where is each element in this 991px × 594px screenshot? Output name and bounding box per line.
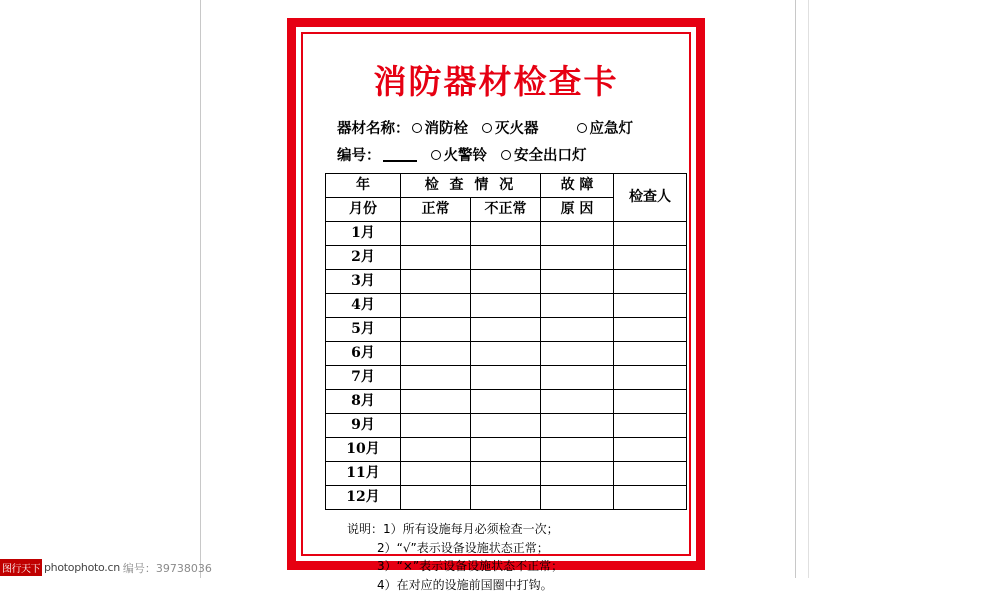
cell-inspector[interactable] (614, 222, 687, 246)
note-line-3: 3）“×”表示设备设施状态不正常； (377, 559, 564, 574)
fire-equipment-inspection-card (287, 18, 705, 592)
field-equipment-name (337, 117, 667, 138)
field-equipment-name-label: 器材名称： (337, 121, 410, 137)
option-fire-hydrant-label: 消防栓 (424, 121, 468, 137)
note-line-2: 2）“√”表示设备设施状态正常； (377, 540, 549, 555)
cell-normal[interactable] (401, 462, 471, 486)
table-row (326, 462, 687, 486)
cell-reason[interactable] (541, 270, 614, 294)
cell-reason[interactable] (541, 486, 614, 510)
cell-inspector[interactable] (614, 438, 687, 462)
cell-normal[interactable] (401, 246, 471, 270)
cell-inspector[interactable] (614, 270, 687, 294)
cell-normal[interactable] (401, 270, 471, 294)
header-month: 月份 (326, 198, 401, 222)
cell-reason[interactable] (541, 246, 614, 270)
table-row (326, 222, 687, 246)
cell-abnormal[interactable] (471, 366, 541, 390)
header-abnormal: 不正常 (471, 198, 541, 222)
cell-abnormal[interactable] (471, 462, 541, 486)
cell-inspector[interactable] (614, 462, 687, 486)
cell-month: 7月 (326, 366, 401, 390)
cell-reason[interactable] (541, 414, 614, 438)
serial-number-input[interactable] (383, 147, 417, 162)
table-row (326, 246, 687, 270)
cell-reason[interactable] (541, 390, 614, 414)
cell-normal[interactable] (401, 366, 471, 390)
option-extinguisher[interactable] (482, 117, 539, 138)
cell-reason[interactable] (541, 438, 614, 462)
header-fault: 故 障 (541, 174, 614, 198)
canvas-guide-right (795, 0, 796, 578)
cell-month: 8月 (326, 390, 401, 414)
cell-reason[interactable] (541, 222, 614, 246)
cell-inspector[interactable] (614, 366, 687, 390)
notes-block (347, 520, 667, 594)
cell-month: 3月 (326, 270, 401, 294)
cell-normal[interactable] (401, 318, 471, 342)
cell-reason[interactable] (541, 342, 614, 366)
card-body (303, 34, 689, 592)
cell-month: 1月 (326, 222, 401, 246)
table-row (326, 318, 687, 342)
cell-reason[interactable] (541, 366, 614, 390)
cell-abnormal[interactable] (471, 486, 541, 510)
table-row (326, 366, 687, 390)
cell-month: 12月 (326, 486, 401, 510)
cell-inspector[interactable] (614, 318, 687, 342)
inspection-table-body (326, 174, 687, 510)
cell-inspector[interactable] (614, 246, 687, 270)
radio-circle-icon[interactable] (482, 123, 492, 133)
option-emergency-light[interactable] (577, 117, 634, 138)
header-year: 年 (326, 174, 401, 198)
field-serial-number-label: 编号： (337, 148, 381, 164)
canvas-guide-left (200, 0, 201, 578)
table-row (326, 486, 687, 510)
radio-circle-icon[interactable] (412, 123, 422, 133)
header-reason: 原 因 (541, 198, 614, 222)
radio-circle-icon[interactable] (431, 150, 441, 160)
table-row (326, 270, 687, 294)
radio-circle-icon[interactable] (577, 123, 587, 133)
cell-month: 10月 (326, 438, 401, 462)
option-fire-alarm-bell-label: 火警铃 (443, 148, 487, 164)
cell-inspector[interactable] (614, 414, 687, 438)
table-row (326, 342, 687, 366)
watermark-site: photophoto.cn (44, 561, 120, 574)
cell-normal[interactable] (401, 222, 471, 246)
cell-reason[interactable] (541, 318, 614, 342)
cell-inspector[interactable] (614, 294, 687, 318)
table-header-row-1 (326, 174, 687, 198)
field-serial-number (337, 144, 667, 165)
cell-normal[interactable] (401, 486, 471, 510)
card-inner-border (301, 32, 691, 592)
option-extinguisher-label: 灭火器 (495, 121, 539, 137)
header-normal: 正常 (401, 198, 471, 222)
canvas-guide-right-secondary (808, 0, 809, 578)
cell-normal[interactable] (401, 342, 471, 366)
radio-circle-icon[interactable] (501, 150, 511, 160)
cell-month: 9月 (326, 414, 401, 438)
table-row (326, 390, 687, 414)
page-title: 消防器材检查卡 (373, 62, 619, 101)
watermark-id: 编号：39738036 (122, 561, 212, 575)
note-line-1: 说明：1）所有设施每月必须检查一次； (347, 522, 559, 536)
option-exit-sign-light-label: 安全出口灯 (514, 148, 587, 164)
header-inspector: 检查人 (614, 174, 687, 222)
cell-normal[interactable] (401, 390, 471, 414)
table-row (326, 438, 687, 462)
cell-month: 4月 (326, 294, 401, 318)
cell-abnormal[interactable] (471, 246, 541, 270)
cell-month: 5月 (326, 318, 401, 342)
cell-reason[interactable] (541, 462, 614, 486)
option-fire-hydrant[interactable] (412, 117, 469, 138)
inspection-table (325, 173, 687, 510)
option-emergency-light-label: 应急灯 (589, 121, 633, 137)
cell-abnormal[interactable] (471, 294, 541, 318)
cell-normal[interactable] (401, 294, 471, 318)
cell-abnormal[interactable] (471, 318, 541, 342)
cell-abnormal[interactable] (471, 414, 541, 438)
cell-month: 11月 (326, 462, 401, 486)
cell-normal[interactable] (401, 438, 471, 462)
watermark-logo: 图行天下 (0, 559, 42, 576)
cell-reason[interactable] (541, 294, 614, 318)
table-row (326, 414, 687, 438)
cell-abnormal[interactable] (471, 342, 541, 366)
cell-month: 2月 (326, 246, 401, 270)
cell-normal[interactable] (401, 414, 471, 438)
header-inspection-situation: 检 查 情 况 (401, 174, 541, 198)
cell-abnormal[interactable] (471, 390, 541, 414)
cell-abnormal[interactable] (471, 438, 541, 462)
option-exit-sign-light[interactable] (501, 144, 587, 165)
table-row (326, 294, 687, 318)
cell-abnormal[interactable] (471, 222, 541, 246)
note-line-4: 4）在对应的设施前国圈中打钩。 (377, 577, 553, 592)
cell-abnormal[interactable] (471, 270, 541, 294)
cell-inspector[interactable] (614, 390, 687, 414)
option-fire-alarm-bell[interactable] (431, 144, 488, 165)
cell-inspector[interactable] (614, 486, 687, 510)
cell-month: 6月 (326, 342, 401, 366)
cell-inspector[interactable] (614, 342, 687, 366)
watermark (0, 557, 212, 578)
